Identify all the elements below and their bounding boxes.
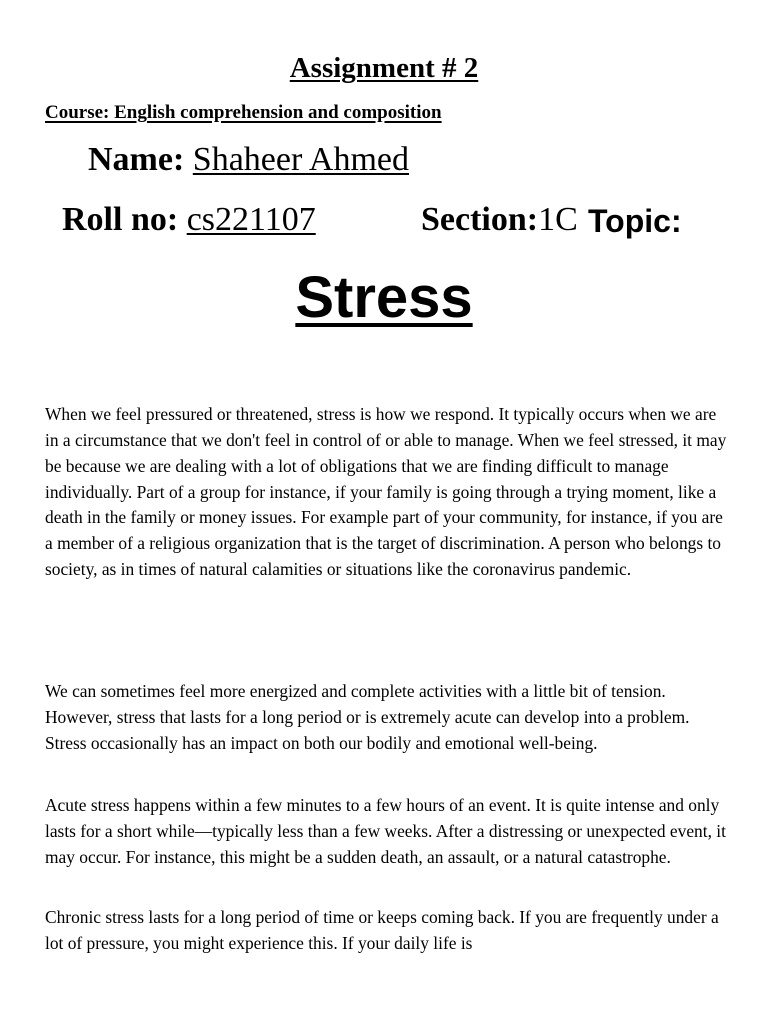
course-line xyxy=(45,100,442,126)
topic-heading xyxy=(0,262,768,334)
student-name-row xyxy=(88,140,409,180)
roll-number-row xyxy=(62,200,316,240)
assignment-title-text: Assignment # 2 xyxy=(289,52,479,84)
section-row xyxy=(421,200,578,240)
body-paragraph-4: Chronic stress lasts for a long period of time or keeps coming back. If you are frequently under a lot of pressure, you might experience this. If your daily life is xyxy=(45,907,719,954)
course-text: Course: English comprehension and composition xyxy=(45,102,442,123)
name-label: Name: xyxy=(88,141,185,178)
body-paragraph-2: We can sometimes feel more energized and complete activities with a little bit of tension. However, stress that lasts for a long period or is extremely acute can develop into a problem. Stress occasionally has an impact on both our bodily and emotional well-being. xyxy=(45,681,690,753)
assignment-title xyxy=(0,50,768,86)
topic-label: Topic: xyxy=(588,203,682,239)
section-value: 1C xyxy=(538,201,578,238)
body-paragraph-3: Acute stress happens within a few minutes to a few hours of an event. It is quite intense and only lasts for a short while—typically less than a few weeks. After a distressing or unexpected event, it may occur. For instance, this might be a sudden death, an assault, or a natural catastrophe. xyxy=(45,795,726,867)
roll-label: Roll no: xyxy=(62,201,179,238)
name-value: Shaheer Ahmed xyxy=(192,141,410,178)
body-paragraph-1: When we feel pressured or threatened, stress is how we respond. It typically occurs when we are in a circumstance that we don't feel in control of or able to manage. When we feel stressed, it may be because we are dealing with a lot of obligations that we are finding difficult to manage individually. Part of a group for instance, if your family is going through a trying moment, like a death in the family or money issues. For example part of your community, for instance, if you are a member of a religious organization that is the target of discrimination. A person who belongs to society, as in times of natural calamities or situations like the coronavirus pandemic. xyxy=(45,404,727,579)
topic-value: Stress xyxy=(295,265,473,330)
section-label: Section: xyxy=(421,201,539,238)
roll-value: cs221107 xyxy=(186,201,316,238)
